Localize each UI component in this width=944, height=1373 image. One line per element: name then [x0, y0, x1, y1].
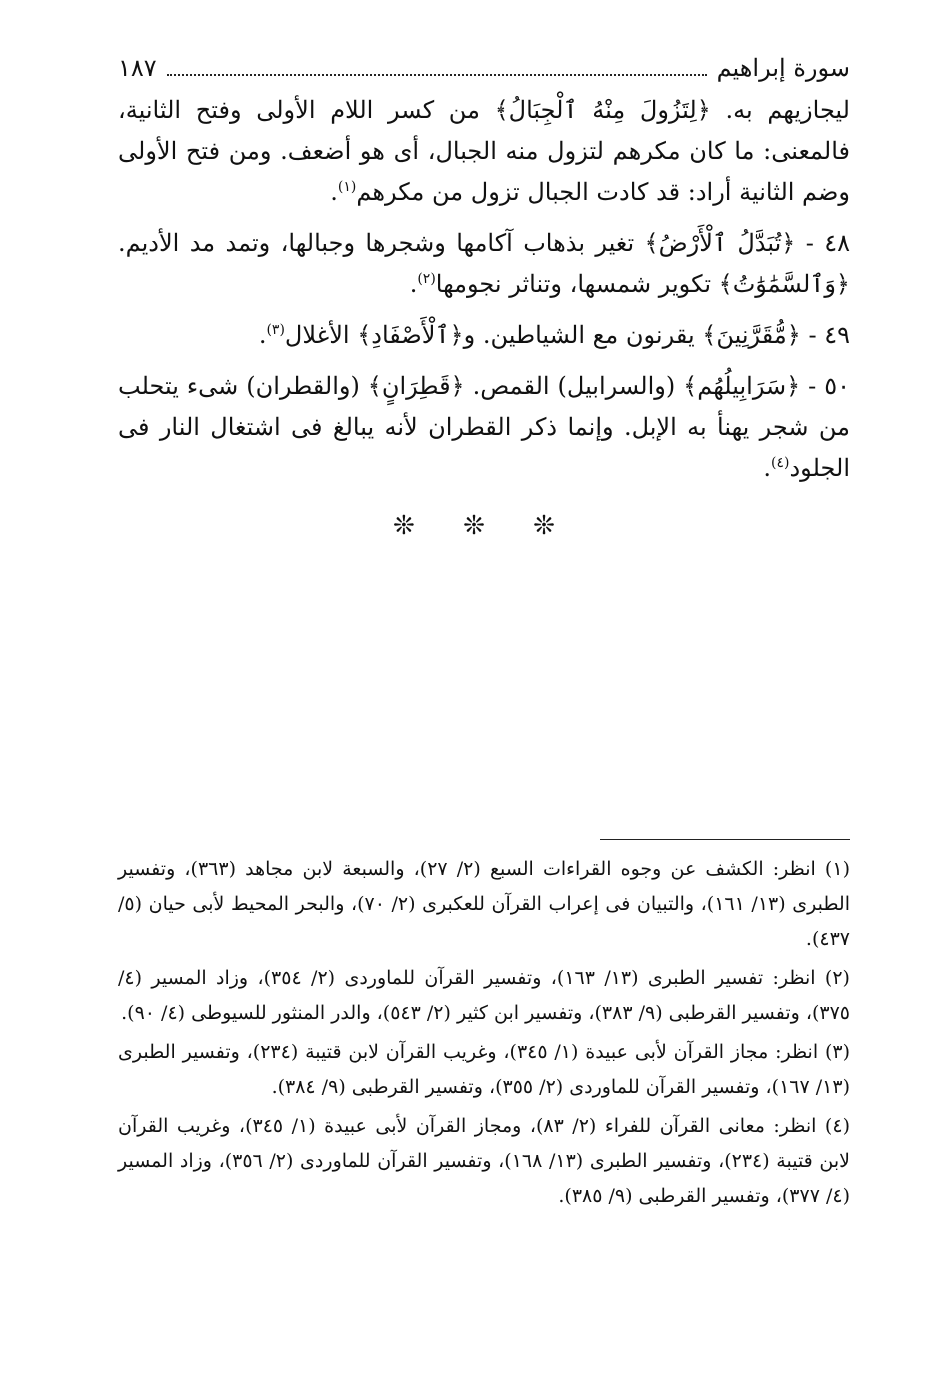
- paragraph-50-text: ٥٠ - ﴿سَرَابِيلُهُم﴾ (والسرابيل) القمص. ﴿قَطِرَانٍ﴾ (والقطران) شىء يتحلب من شجر يهنأ به الإبل. وإنما ذكر القطران لأنه يبالغ فى اشتغال النار فى الجلود: [118, 372, 850, 482]
- paragraph-50: [118, 366, 850, 489]
- paragraph-49-end: .: [258, 321, 267, 349]
- paragraph-48-text: ٤٨ - ﴿تُبَدَّلُ ٱلْأَرْضُ﴾ تغير بذهاب آكامها وشجرها وجبالها، وتمد مد الأديم. ﴿وَٱلسَّمَٰوَٰتُ﴾ تكوير شمسها، وتناثر نجومها: [118, 229, 850, 298]
- paragraph-48-end: .: [409, 270, 418, 298]
- running-header: [118, 50, 850, 90]
- surah-title: سورة إبراهيم: [716, 54, 850, 82]
- paragraph-49-text: ٤٩ - ﴿مُّقَرَّنِينَ﴾ يقرنون مع الشياطين. و﴿ٱلْأَصْفَادِ﴾ الأغلال: [284, 321, 850, 349]
- paragraph-50-end: .: [763, 454, 772, 482]
- footnote-ref-3: (٣): [266, 322, 285, 338]
- paragraph-1-text: ليجازيهم به. ﴿لِتَزُولَ مِنْهُ ٱلْجِبَالُ﴾ من كسر اللام الأولى وفتح الثانية، فالمعنى: ما كان مكرهم لتزول منه الجبال، أى هو أضعف. ومن فتح الأولى وضم الثانية أراد: قد كادت الجبال تزول من مكرهم: [118, 96, 850, 206]
- page-number: ١٨٧: [118, 54, 157, 82]
- paragraph-1: [118, 90, 850, 213]
- footnote-3: (٣) انظر: مجاز القرآن لأبى عبيدة (١/ ٣٤٥)، وغريب القرآن لابن قتيبة (٢٣٤)، وتفسير الطبرى (١٣/ ١٦٧)، وتفسير القرآن للماوردى (٢/ ٣٥٥)، وتفسير القرطبى (٩/ ٣٨٤).: [118, 1041, 850, 1098]
- footnote-divider: [600, 839, 850, 840]
- footnote-1: (١) انظر: الكشف عن وجوه القراءات السبع (٢/ ٢٧)، والسبعة لابن مجاهد (٣٦٣)، وتفسير الطبرى (١٣/ ١٦١)، والتبيان فى إعراب القرآن للعكبرى (٢/ ٧٠)، والبحر المحيط لأبى حيان (٥/ ٤٣٧).: [118, 858, 850, 950]
- footnote-ref-1: (١): [337, 179, 357, 195]
- main-text: [118, 90, 850, 489]
- footnote-ref-2: (٢): [417, 271, 436, 287]
- header-dot-leader: [167, 52, 707, 76]
- footnote-ref-4: (٤): [771, 455, 790, 471]
- footnote-4: (٤) انظر: معانى القرآن للفراء (٢/ ٨٣)، ومجاز القرآن لأبى عبيدة (١/ ٣٤٥)، وغريب القرآن لابن قتيبة (٢٣٤)، وتفسير الطبرى (١٣/ ١٦٨)، وتفسير القرآن للماوردى (٢/ ٣٥٦)، وزاد المسير (٤/ ٣٧٧)، وتفسير القرطبى (٩/ ٣٨٥).: [118, 1115, 850, 1207]
- section-separator: ❊ ❊ ❊: [393, 511, 575, 541]
- footnote-2: (٢) انظر: تفسير الطبرى (١٣/ ١٦٣)، وتفسير القرآن للماوردى (٢/ ٣٥٤)، وزاد المسير (٤/ ٣٧٥)، وتفسير القرطبى (٩/ ٣٨٣)، وتفسير ابن كثير (٢/ ٥٤٣)، والدر المنثور للسيوطى (٤/ ٩٠).: [118, 967, 850, 1024]
- paragraph-1-end: .: [330, 178, 338, 206]
- page-content: [118, 50, 850, 541]
- paragraph-49: [118, 315, 850, 356]
- footnotes: [118, 852, 850, 1218]
- paragraph-48: [118, 223, 850, 305]
